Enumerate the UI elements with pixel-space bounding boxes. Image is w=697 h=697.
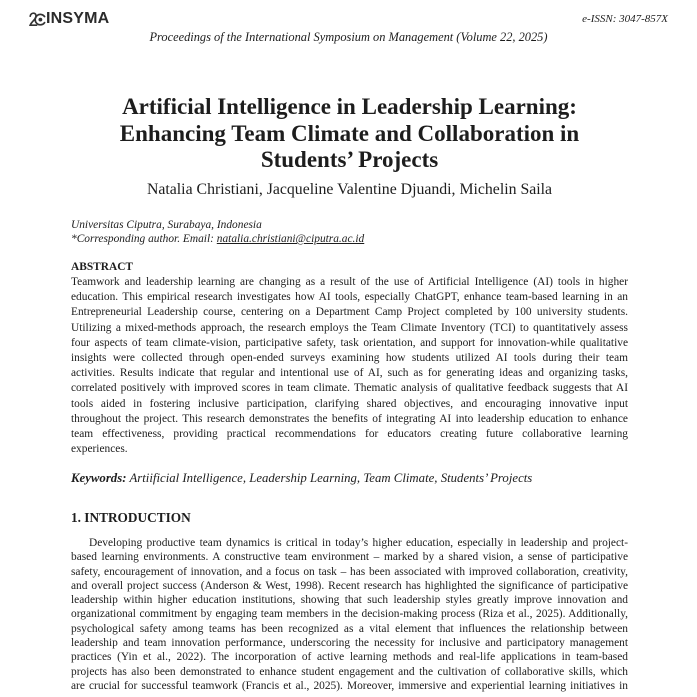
abstract-line: tools aided in fostering inclusive participation, clarifying shared objectives, and encouraging innovative input — [71, 397, 628, 410]
abstract-line: education. This empirical research investigates how AI tools, especially ChatGPT, enhance team-based learning in an — [71, 291, 628, 304]
proceedings-header: Proceedings of the International Symposium on Management (Volume 22, 2025) — [149, 30, 548, 44]
abstract-line: activities. Results indicate that regular and intentional use of AI, such as for generating ideas and organizing tasks, — [71, 367, 628, 380]
abstract-line: Utilizing a mixed-methods approach, the research employs the Team Climate Inventory (TCI) to quantitatively assess — [71, 321, 628, 334]
email-link[interactable]: natalia.christiani@ciputra.ac.id — [216, 233, 365, 245]
abstract-line: correlated positively with improved scores in team climate. Thematic analysis of qualitative feedback suggests that AI — [71, 382, 628, 395]
corresponding-author — [71, 232, 628, 246]
paper-title — [71, 94, 628, 174]
abstract-line: throughout the project. This research demonstrates the benefits of integrating AI into leadership education to enhance — [71, 412, 628, 425]
intro-line: and overall project success (Anderson & West, 1998). Recent research has highlighted the significance of participative — [71, 579, 628, 592]
abstract-line: Teamwork and leadership learning are changing as a result of the use of Artificial Intelligence (AI) tools in higher — [71, 276, 628, 288]
abstract-body — [71, 275, 628, 457]
keywords — [71, 470, 628, 486]
affiliation: Universitas Ciputra, Surabaya, Indonesia — [71, 219, 262, 231]
abstract-line: Entrepreneurial Leadership course, centering on a Department Camp Project completed by 100 university students. — [71, 306, 628, 319]
insyma-logo-icon — [28, 10, 46, 28]
intro-line: leadership within higher education institutions, showing that such leadership styles greatly improve innovation and — [71, 594, 628, 607]
abstract-line: experiences. — [71, 443, 128, 456]
intro-line: organizational commitment by engaging team members in the decision-making process (Riza et al., 2025). Additionally, — [71, 608, 628, 621]
intro-line: practices (Yin et al., 2022). The incorporation of active learning methods and real-life applications in team-based — [71, 651, 628, 664]
insyma-logo — [28, 9, 109, 29]
corresponding-label: *Corresponding author. Email: — [71, 233, 217, 245]
title-line: Artificial Intelligence in Leadership Learning: — [122, 94, 577, 119]
intro-line: leadership and team innovation performance, underscoring the necessity for inclusive and participatory management — [71, 637, 628, 650]
affiliation-block — [71, 218, 628, 246]
abstract-line: insights were collected through open-ended surveys examining how students utilized AI tools during their team — [71, 352, 628, 365]
title-line: Students’ Projects — [260, 147, 439, 172]
intro-body — [71, 536, 628, 693]
author-list: Natalia Christiani, Jacqueline Valentine Djuandi, Michelin Saila — [146, 181, 553, 198]
abstract-line: team effectiveness, providing practical recommendations for educators creating future collaborative learning — [71, 428, 628, 441]
abstract-line: four aspects of team climate-vision, participative safety, task orientation, and support for innovation-while qualitative — [71, 336, 628, 349]
intro-line: projects has also been demonstrated to enhance student engagement and the cultivation of collaborative skills, which — [71, 665, 628, 678]
abstract-heading: ABSTRACT — [71, 261, 134, 273]
intro-line: are crucial for successful teamwork (Francis et al., 2025). Moreover, immersive and experiential learning initiatives in — [71, 679, 628, 692]
keywords-text: Artiificial Intelligence, Leadership Learning, Team Climate, Students’ Projects — [129, 471, 533, 485]
issn-label: e-ISSN: 3047-857X — [582, 13, 668, 25]
logo-text: INSYMA — [46, 10, 110, 27]
keywords-label: Keywords: — [71, 471, 127, 485]
intro-line: safety, encouragement of innovation, and a focus on task – has been associated with improved collaboration, creativity, — [71, 565, 628, 578]
title-line: Enhancing Team Climate and Collaboration in — [119, 120, 580, 146]
section-heading: 1. INTRODUCTION — [71, 510, 191, 525]
intro-line: psychological safety among teams has been recognized as a vital element that influences the relationship between — [71, 622, 628, 635]
intro-line: based learning environments. A constructive team environment – marked by a shared vision, a sense of participative — [71, 551, 628, 564]
intro-line: Developing productive team dynamics is critical in today’s higher education, especially in leadership and project- — [89, 537, 628, 549]
